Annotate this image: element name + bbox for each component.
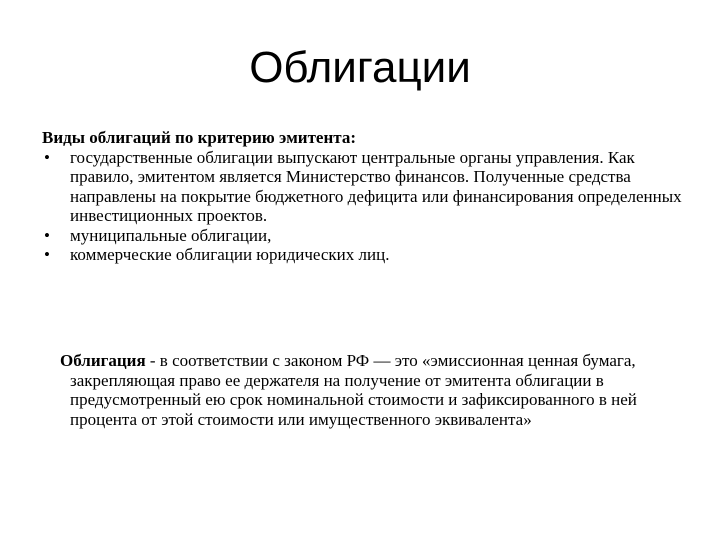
bullet-list bbox=[42, 148, 682, 265]
definition-term: Облигация bbox=[60, 351, 146, 370]
subheading: Виды облигаций по критерию эмитента: bbox=[42, 128, 356, 147]
definition-paragraph bbox=[60, 351, 690, 429]
bullet-text: муниципальные облигации, bbox=[70, 225, 272, 245]
list-item bbox=[42, 245, 682, 265]
bullet-icon: • bbox=[44, 245, 50, 264]
bullet-icon: • bbox=[44, 147, 50, 167]
bullet-text: коммерческие облигации юридических лиц. bbox=[70, 245, 390, 264]
slide-title: Облигации bbox=[249, 43, 471, 92]
bullet-icon: • bbox=[44, 225, 50, 245]
bullet-text: государственные облигации выпускают центральные органы управления. Как правило, эмитентом является Министерство финансов. Полученные средства направлены на покрытие бюджетного дефицита или финансирования определенных инвестиционных проектов. bbox=[70, 147, 682, 225]
list-item bbox=[42, 148, 682, 226]
slide-content bbox=[42, 128, 682, 265]
list-item bbox=[42, 226, 682, 246]
definition-text: - в соответствии с законом РФ — это «эмиссионная ценная бумага, закрепляющая право ее держателя на получение от эмитента облигации в предусмотренный ею срок номинальной стоимости и зафиксированного в ней процента от этой стоимости или имущественного эквивалента» bbox=[70, 351, 637, 429]
